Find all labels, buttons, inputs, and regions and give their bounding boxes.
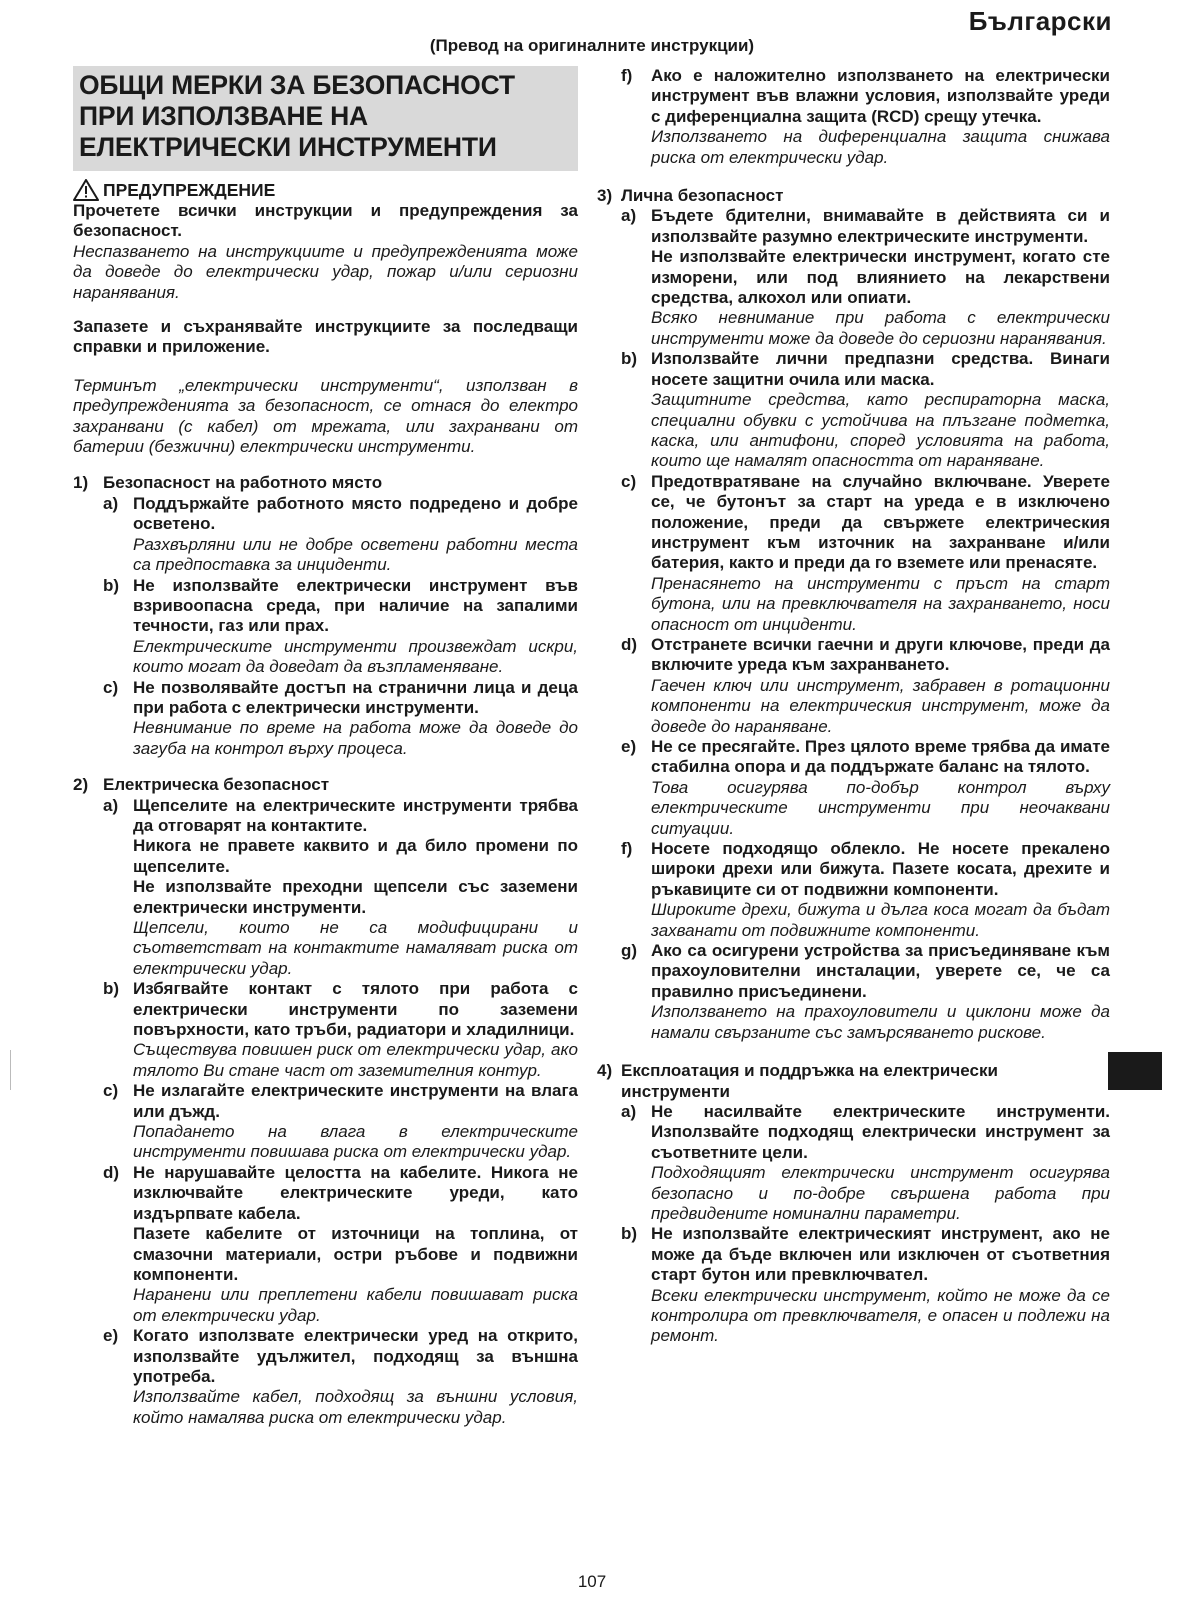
section-2-heading: 2) Електрическа безопасност [73, 775, 330, 795]
list-item: c) Не позволявайте достъп на странични лица и деца при работа с електрически инструменти. Невнимание по време на работа може да доведе до загуба на контрол върху процеса. [103, 677, 578, 758]
list-item: b) Не използвайте електрически инструмент във взривоопасна среда, при наличие на запалими течности, газ или прах. Електрическите инструменти произвеждат искри, които могат да доведат да възпламеняване. [103, 575, 578, 677]
section-4-heading: 4) Експлоатация и поддръжка на електрически инструменти [597, 1061, 998, 1101]
list-item: a) Поддържайте работното място подредено и добре осветено. Разхвърляни или не добре осветени работни места са предпоставка за инциденти. [103, 493, 578, 575]
list-item: a) Щепселите на електрическите инструменти трябва да отговарят на контактите. Никога не правете каквито и да било промени по щепселите. Не използвайте преходни щепсели със заземени електрически инструменти. Щепсели, които не са модифицирани и съответстват на контактите намаляват риска от електрически удар. [103, 795, 578, 978]
left-column [73, 66, 578, 1428]
list-item: b) Избягвайте контакт с тялото при работа с електрически инструменти по заземени повърхности, като тръби, радиатори и хладилници. Съществува повишен риск от електрически удар, ако тялото Ви стане част от заземителния контур. [103, 979, 578, 1080]
list-item: e) Когато използвате електрически уред на открито, използвайте удължител, подходящ за външна употреба. Използвайте кабел, подходящ за външни условия, който намалява риска от електрически удар. [103, 1326, 578, 1427]
list-item: f) Носете подходящо облекло. Не носете прекалено широки дрехи или бижута. Пазете косата, дрехите и ръкавиците си от подвижни компоненти. Широките дрехи, бижута и дълга коса могат да бъдат захванати от подвижните компоненти. [621, 839, 1110, 940]
list-item: b) Използвайте лични предпазни средства. Винаги носете защитни очила или маска. Защитните средства, като респираторна маска, специални обувки с устойчива на плъзгане подметка, каска, или антифони, според условията на работа, които ще намалят опасността от нараняване. [621, 349, 1110, 471]
section-1-heading: 1) Безопасност на работното място [73, 473, 383, 493]
language-label: Български [968, 6, 1112, 36]
margin-line [10, 1050, 11, 1090]
page-number: 107 [577, 1572, 607, 1591]
language-thumb-tab [1108, 1052, 1162, 1090]
title-line-1: ОБЩИ МЕРКИ ЗА БЕЗОПАСНОСТ [79, 70, 515, 100]
section-title-box [73, 66, 578, 171]
list-item: a) Бъдете бдителни, внимавайте в действията си и използвайте разумно електрическите инструменти. Не използвайте електрически инструмент, когато сте изморени, или под влиянието на лекарствени средства, алкохол или опиати. Всяко невнимание при работа с електрически инструменти може да доведе до сериозни наранявания. [621, 206, 1110, 348]
warning-triangle-icon [73, 179, 99, 201]
list-item: e) Не се пресягайте. През цялото време трябва да имате стабилна опора и да поддържате баланс на тялото. Това осигурява по-добър контрол върху електрическите инструменти при неочаквани ситуации. [621, 737, 1110, 838]
list-item: b) Не използвайте електрическият инструмент, ако не може да бъде включен или изключен от съответния старт бутон или превключвател. Всеки електрически инструмент, който не може да се контролира от превключвателя, е опасен и подлежи на ремонт. [621, 1224, 1110, 1346]
intro-italic: Неспазването на инструкциите и предупрежденията може да доведе до електрически удар, пожар и/или сериозни наранявания. [73, 241, 578, 302]
warning-heading [73, 179, 578, 201]
list-item: c) Предотвратяване на случайно включване. Уверете се, че бутонът за старт на уреда е в изключено положение, преди да свържете електрическия инструмент към източник на захранване и/или батерия, както и преди да го вземете или пренасяте. Пренасянето на инструменти с пръст на старт бутона, или на превключвателя на захранването, носи опасност от инциденти. [621, 471, 1110, 634]
warning-label: ПРЕДУПРЕЖДЕНИЕ [103, 179, 276, 200]
list-item: a) Не насилвайте електрическите инструменти. Използвайте подходящ електрически инструмент за съответните цели. Подходящият електрически инструмент осигурява безопасно и по-добре свършена работа при предвидените номинални параметри. [621, 1101, 1110, 1223]
title-line-3: ЕЛЕКТРИЧЕСКИ ИНСТРУМЕНТИ [79, 132, 497, 162]
list-item: d) Отстранете всички гаечни и други ключове, преди да включите уреда към захранването. Гаечен ключ или инструмент, забравен в ротационни компоненти на електрическия инструмент, може да доведе до нараняване. [621, 634, 1110, 736]
section-3-heading: 3) Лична безопасност [597, 186, 784, 206]
translation-subtitle: (Превод на оригиналните инструкции) [429, 36, 755, 55]
right-column [597, 66, 1110, 1347]
list-item: g) Ако са осигурени устройства за присъединяване към прахоуловителни инсталации, уверете се, че са правилно присъединени. Използването на прахоуловители и циклони може да намали свързаните със замърсяването рискове. [621, 941, 1110, 1042]
title-line-2: ПРИ ИЗПОЛЗВАНЕ НА [79, 101, 368, 131]
list-item: f) Ако е наложително използването на електрически инструмент във влажни условия, използвайте уреди с диференциална защита (RCD) срещу утечка. Използването на диференциална защита снижава риска от електрически удар. [621, 66, 1110, 167]
keep-instructions: Запазете и съхранявайте инструкциите за последващи справки и приложение. [73, 317, 578, 357]
list-item: d) Не нарушавайте целостта на кабелите. Никога не изключвайте електрическите уреди, като издърпвате кабела. Пазете кабелите от източници на топлина, от смазочни материали, остри ръбове и подвижни компоненти. Наранени или преплетени кабели повишават риска от електрически удар. [103, 1162, 578, 1325]
intro-bold: Прочетете всички инструкции и предупреждения за безопасност. [73, 201, 578, 241]
term-definition: Терминът „електрически инструменти“, използван в предупрежденията за безопасност, се отнася до електро захранвани (с кабел) от мрежата, или захранвани от батерии (безжични) електрически инструменти. [73, 375, 578, 457]
list-item: c) Не излагайте електрическите инструменти на влага или дъжд. Попадането на влага в електрическите инструменти повишава риска от електрически удар. [103, 1081, 578, 1162]
